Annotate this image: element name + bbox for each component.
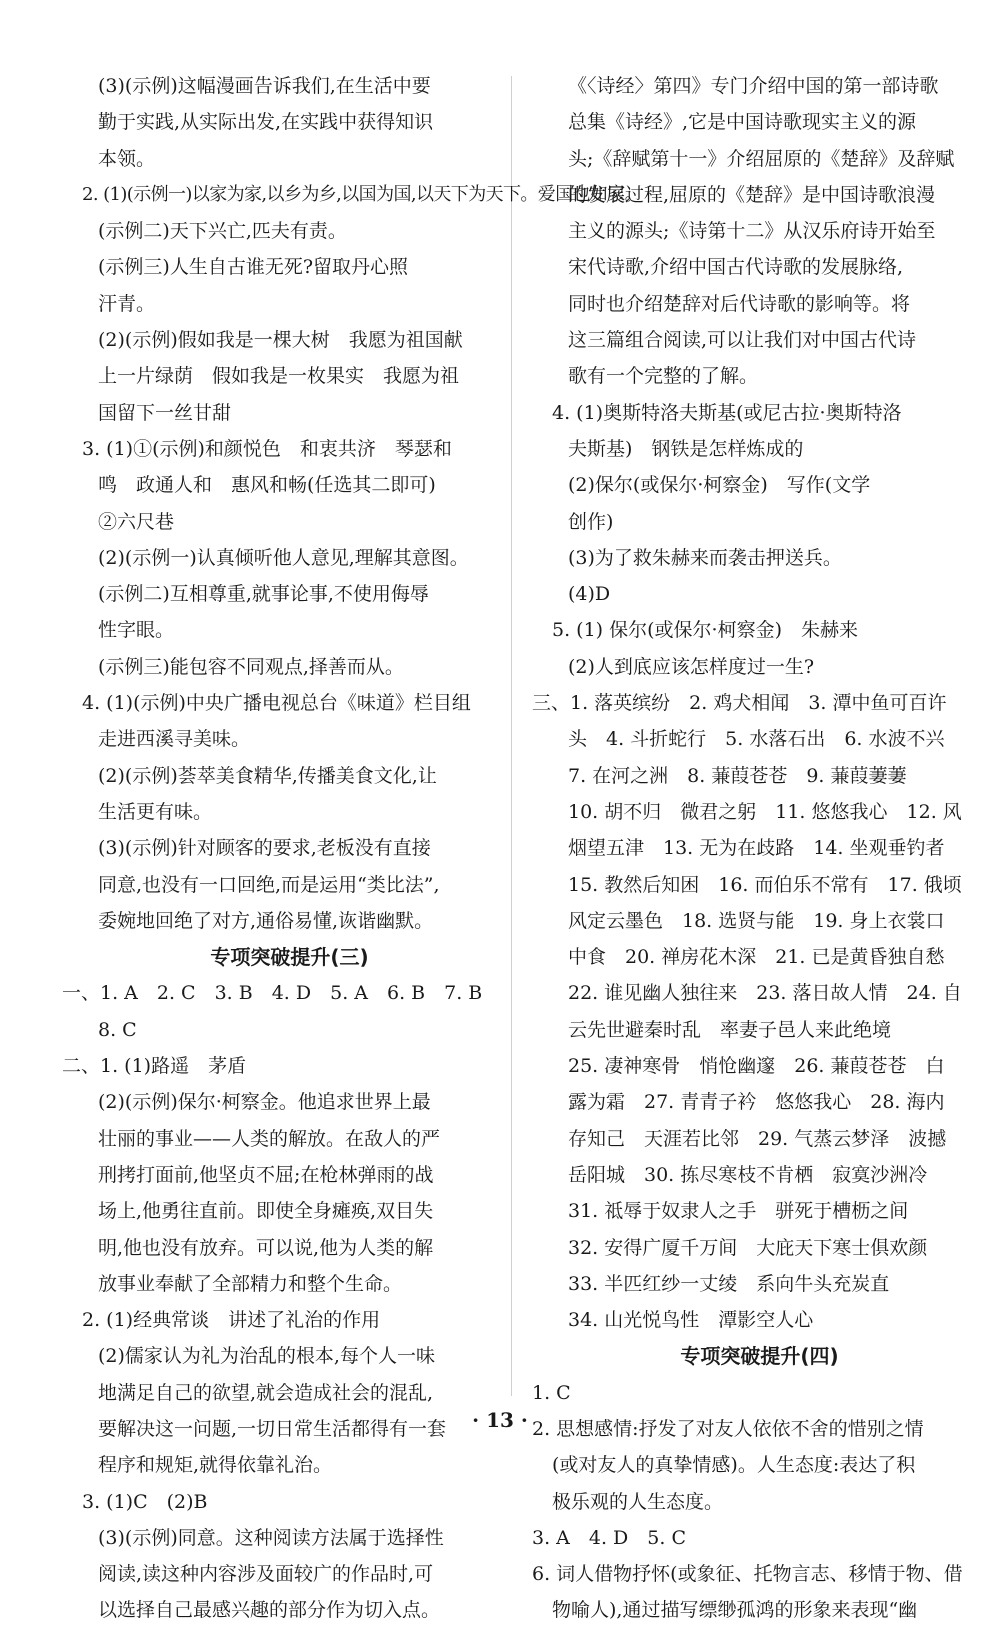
answer-line: 《〈诗经〉第四》专门介绍中国的第一部诗歌 [568, 75, 939, 97]
answer-line: 本领。 [98, 147, 156, 170]
answer-line: 32. 安得广厦千万间 大庇天下寒士俱欢颜 [568, 1236, 928, 1259]
answer-line: 上一片绿荫 假如我是一枚果实 我愿为祖 [98, 365, 460, 388]
answer-line: (3)(示例)针对顾客的要求,老板没有直接 [98, 837, 431, 860]
answer-line: 阅读,读这种内容涉及面较广的作品时,可 [98, 1563, 434, 1586]
answer-line: 岳阳城 30. 拣尽寒枝不肯栖 寂寞沙洲冷 [568, 1163, 928, 1186]
answer-line: 31. 祗辱于奴隶人之手 骈死于槽枥之间 [568, 1200, 909, 1223]
answer-line: 15. 教然后知困 16. 而伯乐不常有 17. 俄顷 [568, 873, 962, 896]
answer-line: 4. (1)奥斯特洛夫斯基(或尼古拉·奥斯特洛 [552, 401, 902, 424]
answer-line: (示例三)能包容不同观点,择善而从。 [98, 655, 404, 678]
answer-line: 物喻人),通过描写缥缈孤鸿的形象来表现“幽 [552, 1599, 918, 1622]
answer-line: 地满足自己的欲望,就会造成社会的混乱, [98, 1381, 434, 1404]
answer-line: 存知己 天涯若比邻 29. 气蒸云梦泽 波撼 [568, 1127, 947, 1150]
answer-line: 极乐观的人生态度。 [552, 1490, 724, 1513]
answer-line: 云先世避秦时乱 率妻子邑人来此绝境 [568, 1018, 892, 1041]
answer-line: 鸣 政通人和 惠风和畅(任选其二即可) [98, 474, 436, 497]
answer-line: 总集《诗经》,它是中国诗歌现实主义的源 [568, 111, 917, 134]
answer-line: 3. A 4. D 5. C [532, 1526, 686, 1549]
answer-line: 烟望五津 13. 无为在歧路 14. 坐观垂钓者 [568, 837, 945, 860]
answer-line: 22. 谁见幽人独往来 23. 落日故人情 24. 自 [568, 982, 962, 1005]
answer-line: 2. 思想感情:抒发了对友人依依不舍的惜别之情 [532, 1417, 924, 1440]
answer-line: 性字眼。 [98, 619, 175, 642]
answer-line: 6. 词人借物抒怀(或象征、托物言志、移情于物、借 [532, 1563, 963, 1586]
answer-line: 委婉地回绝了对方,通俗易懂,诙谐幽默。 [98, 909, 434, 932]
answer-line: (2)(示例)荟萃美食精华,传播美食文化,让 [98, 764, 437, 787]
answer-line: (2)保尔(或保尔·柯察金) 写作(文学 [568, 474, 871, 497]
answer-line: 创作) [568, 510, 614, 533]
answer-line: 8. C [98, 1018, 137, 1041]
answer-line: 以选择自己最感兴趣的部分作为切入点。 [98, 1599, 441, 1622]
answer-line: 2. (1)经典常谈 讲述了礼治的作用 [82, 1309, 381, 1332]
answer-line: 汗青。 [98, 292, 156, 315]
answer-line: 4. (1)(示例)中央广播电视总台《味道》栏目组 [82, 692, 471, 715]
answer-line: 生活更有味。 [98, 800, 213, 823]
answer-line: 三、1. 落英缤纷 2. 鸡犬相闻 3. 潭中鱼可百许 [532, 692, 947, 715]
answer-line: (3)(示例)这幅漫画告诉我们,在生活中要 [98, 75, 431, 97]
answer-line: 中食 20. 禅房花木深 21. 已是黄昏独自愁 [568, 946, 945, 969]
answer-line: 1. C [532, 1381, 571, 1404]
answer-line: 7. 在河之洲 8. 蒹葭苍苍 9. 蒹葭萋萋 [568, 764, 907, 787]
answer-line: 的发展过程,屈原的《楚辞》是中国诗歌浪漫 [568, 183, 936, 206]
answer-line: 25. 凄神寒骨 悄怆幽邃 26. 蒹葭苍苍 白 [568, 1055, 945, 1078]
answer-line: 勤于实践,从实际出发,在实践中获得知识 [98, 111, 434, 134]
answer-line: (2)(示例)假如我是一棵大树 我愿为祖国献 [98, 329, 463, 352]
answer-line: 3. (1)C (2)B [82, 1490, 208, 1513]
answer-line: 明,他也没有放弃。可以说,他为人类的解 [98, 1236, 434, 1259]
answer-line: 宋代诗歌,介绍中国古代诗歌的发展脉络, [568, 256, 904, 279]
section-heading: 专项突破提升(三) [210, 945, 369, 970]
answer-line: (3)(示例)同意。这种阅读方法属于选择性 [98, 1526, 444, 1549]
answer-line: (2)(示例)保尔·柯察金。他追求世界上最 [98, 1091, 431, 1114]
answer-line: ②六尺巷 [98, 510, 175, 533]
answer-line: (2)(示例一)认真倾听他人意见,理解其意图。 [98, 546, 469, 569]
answer-line: 歌有一个完整的了解。 [568, 365, 759, 388]
answer-line: 要解决这一问题,一切日常生活都得有一套 [98, 1417, 447, 1440]
answer-line: 头;《辞赋第十一》介绍屈原的《楚辞》及辞赋 [568, 147, 955, 170]
answer-line: 同意,也没有一口回绝,而是运用“类比法”, [98, 873, 440, 896]
page-number: · 13 · [472, 1408, 528, 1432]
answer-line: 壮丽的事业——人类的解放。在敌人的严 [98, 1127, 441, 1150]
answer-line: (2)人到底应该怎样度过一生? [568, 655, 815, 678]
answer-line: 露为霜 27. 青青子衿 悠悠我心 28. 海内 [568, 1091, 945, 1114]
answer-line: 这三篇组合阅读,可以让我们对中国古代诗 [568, 329, 917, 352]
answer-line: (或对友人的真挚情感)。人生态度:表达了积 [552, 1454, 916, 1477]
answer-line: (4)D [568, 583, 611, 606]
answer-line: 34. 山光悦鸟性 潭影空人心 [568, 1309, 814, 1332]
answer-line: 5. (1) 保尔(或保尔·柯察金) 朱赫来 [552, 619, 858, 642]
answer-line: 场上,他勇往直前。即使全身瘫痪,双目失 [98, 1200, 434, 1223]
answer-line: 放事业奉献了全部精力和整个生命。 [98, 1272, 403, 1295]
section-heading: 专项突破提升(四) [680, 1344, 839, 1369]
answer-line: (示例二)天下兴亡,匹夫有责。 [98, 220, 347, 243]
answer-line: (示例三)人生自古谁无死?留取丹心照 [98, 256, 409, 279]
answer-line: 夫斯基) 钢铁是怎样炼成的 [568, 437, 804, 460]
answer-line: (2)儒家认为礼为治乱的根本,每个人一味 [98, 1345, 435, 1368]
answer-line: 头 4. 斗折蛇行 5. 水落石出 6. 水波不兴 [568, 728, 945, 751]
answer-line: 同时也介绍楚辞对后代诗歌的影响等。将 [568, 292, 911, 315]
answer-line: 主义的源头;《诗第十二》从汉乐府诗开始至 [568, 220, 936, 243]
answer-line: 10. 胡不归 微君之躬 11. 悠悠我心 12. 风 [568, 800, 962, 823]
answer-line: 风定云墨色 18. 选贤与能 19. 身上衣裳口 [568, 909, 945, 932]
answer-line: 程序和规矩,就得依靠礼治。 [98, 1454, 333, 1477]
answer-line: 2. (1)(示例一)以家为家,以乡为乡,以国为国,以天下为天下。爱国也如家。 [82, 183, 643, 205]
answer-line: 3. (1)①(示例)和颜悦色 和衷共济 琴瑟和 [82, 437, 452, 460]
right-column [532, 68, 987, 1629]
answer-line: 一、1. A 2. C 3. B 4. D 5. A 6. B 7. B [62, 982, 483, 1005]
answer-line: 国留下一丝甘甜 [98, 401, 232, 424]
answer-line: 33. 半匹红纱一丈绫 系向牛头充炭直 [568, 1272, 890, 1295]
answer-line: 刑拷打面前,他坚贞不屈;在枪林弹雨的战 [98, 1163, 434, 1186]
answer-line: (示例二)互相尊重,就事论事,不使用侮辱 [98, 583, 429, 606]
answer-line: (3)为了救朱赫来而袭击押送兵。 [568, 546, 842, 569]
answer-line: 走进西溪寻美味。 [98, 728, 251, 751]
answer-line: 二、1. (1)路遥 茅盾 [62, 1055, 247, 1078]
